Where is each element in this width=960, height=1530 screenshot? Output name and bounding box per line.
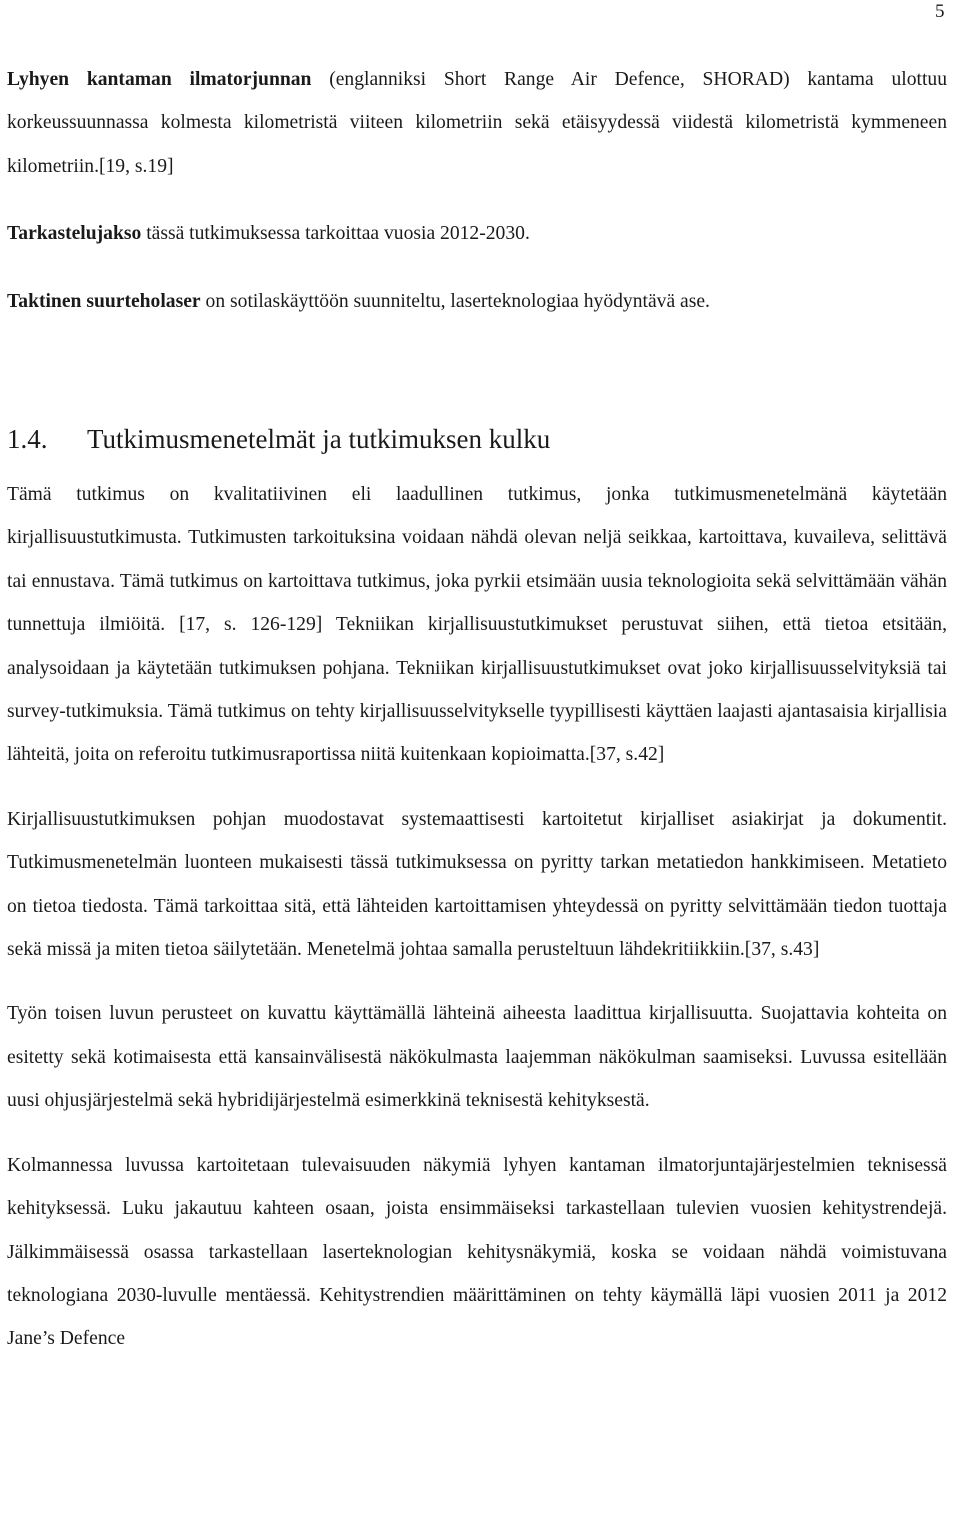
definition-term: Taktinen suurteholaser bbox=[7, 290, 201, 312]
section-number: 1.4. bbox=[7, 424, 48, 454]
page-number: 5 bbox=[935, 1, 945, 22]
section-body bbox=[7, 473, 947, 1382]
definition-text: (englanniksi Short Range Air Defence, SHORAD) kantama ulottuu korkeussuunnassa kolmesta kilometristä viiteen kilometriin sekä etäisyydessä viidestä kilometristä kymmeneen kilometriin.[19, s.19] bbox=[7, 69, 948, 177]
body-paragraph: Tämä tutkimus on kvalitatiivinen eli laadullinen tutkimus, jonka tutkimusmenetelmänä käytetään kirjallisuustutkimusta. Tutkimusten tarkoituksina voidaan nähdä olevan neljä seikkaa, kartoittava, kuvaileva, selittävä tai ennustava. Tämä tutkimus on kartoittava tutkimus, joka pyrkii etsimään uusia teknologioita sekä selvittämään vähän tunnettuja ilmiöitä. [17, s. 126-129] Tekniikan kirjallisuustutkimukset perustuvat siihen, että tietoa etsitään, analysoidaan ja käytetään tutkimuksen pohjana. Tekniikan kirjallisuustutkimukset ovat joko kirjallisuusselvityksiä tai survey-tutkimuksia. Tämä tutkimus on tehty kirjallisuusselvitykselle tyypillisesti käyttäen laajasti ajantasaisia kirjallisia lähteitä, joita on referoitu tutkimusraportissa niitä kuitenkaan kopioimatta.[37, s.42] bbox=[7, 484, 947, 766]
definition-shorad bbox=[7, 58, 947, 188]
definition-tarkastelujakso bbox=[7, 212, 947, 255]
definition-text: on sotilaskäyttöön suunniteltu, laserteknologiaa hyödyntävä ase. bbox=[200, 290, 710, 312]
page-content bbox=[7, 58, 948, 1350]
body-paragraph: Työn toisen luvun perusteet on kuvattu käyttämällä lähteinä aiheesta laadittua kirjallisuutta. Suojattavia kohteita on esitetty sekä kotimaisesta että kansainvälisestä näkökulmasta laajemman näkökulman saamiseksi. Luvussa esitellään uusi ohjusjärjestelmä sekä hybridijärjestelmä esimerkkinä teknisestä kehityksestä. bbox=[7, 1003, 947, 1112]
body-paragraph: Kirjallisuustutkimuksen pohjan muodostavat systemaattisesti kartoitetut kirjalliset asiakirjat ja dokumentit. Tutkimusmenetelmän luonteen mukaisesti tässä tutkimuksessa on pyritty tarkan metatiedon hankkimiseen. Metatieto on tietoa tiedosta. Tämä tarkoittaa sitä, että lähteiden kartoittamisen yhteydessä on pyritty selvittämään tiedon tuottaja sekä missä ja miten tietoa säilytetään. Menetelmä johtaa samalla perusteltuun lähdekritiikkiin.[37, s.43] bbox=[7, 808, 947, 961]
body-paragraph: Kolmannessa luvussa kartoitetaan tulevaisuuden näkymiä lyhyen kantaman ilmatorjuntajärjestelmien teknisessä kehityksessä. Luku jakautuu kahteen osaan, joista ensimmäiseksi tarkastellaan tulevien vuosien kehitystrendejä. Jälkimmäisessä osassa tarkastellaan laserteknologian kehitysnäkymiä, koska se voidaan nähdä voimistuvana teknologiana 2030-luvulle mentäessä. Kehitystrendien määrittäminen on tehty käymällä läpi vuosien 2011 ja 2012 Jane’s Defence bbox=[7, 1154, 947, 1350]
section-heading bbox=[7, 422, 550, 456]
definition-suurteholaser bbox=[7, 280, 947, 323]
section-title: Tutkimusmenetelmät ja tutkimuksen kulku bbox=[87, 424, 551, 454]
definition-term: Tarkastelujakso bbox=[7, 223, 142, 245]
definition-text: tässä tutkimuksessa tarkoittaa vuosia 2012-2030. bbox=[141, 223, 530, 245]
definition-term: Lyhyen kantaman ilmatorjunnan bbox=[7, 69, 312, 90]
